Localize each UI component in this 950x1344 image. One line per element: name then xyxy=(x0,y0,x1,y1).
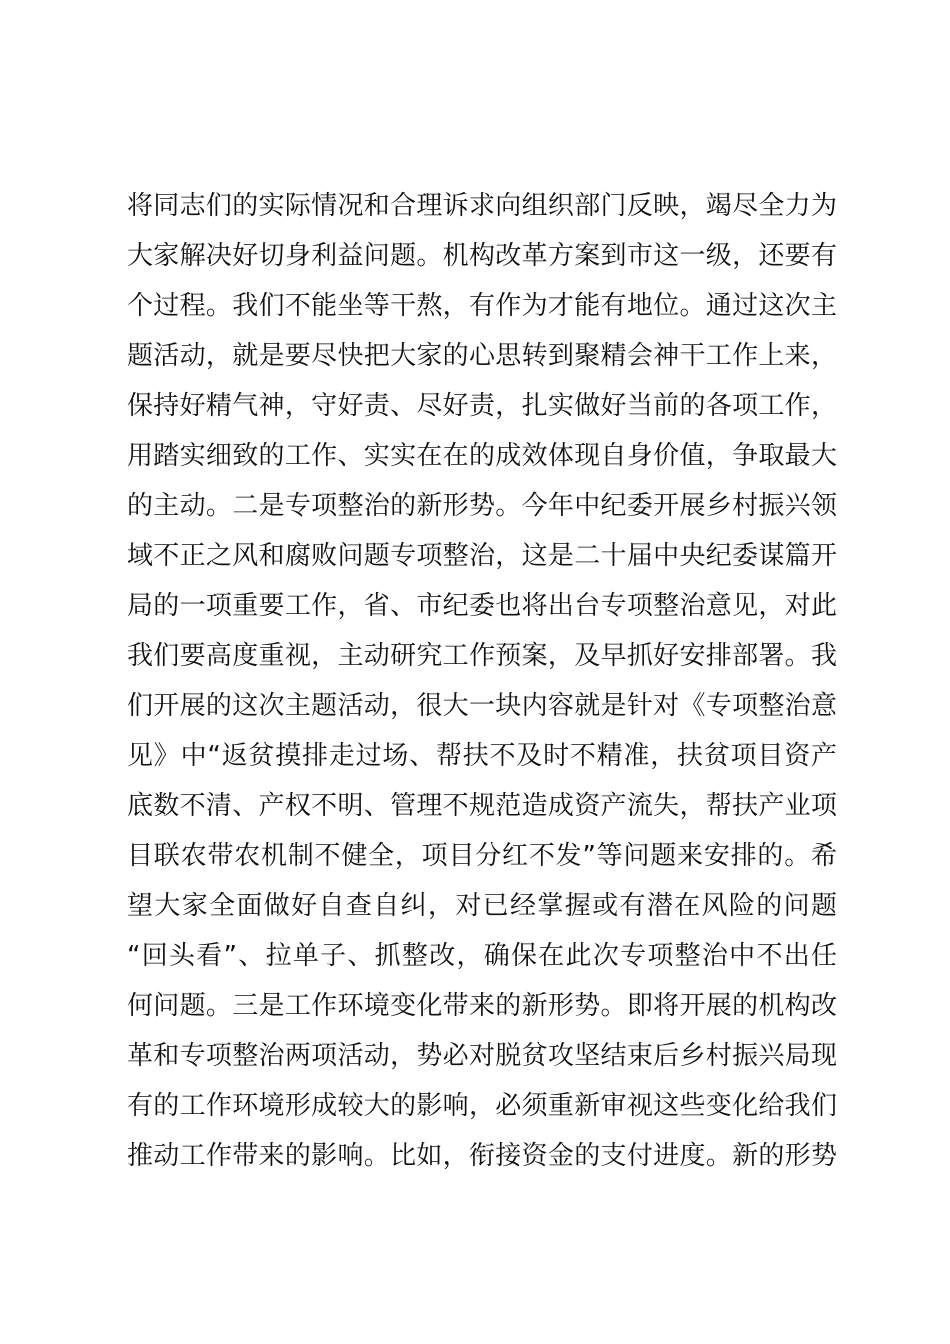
text-line: 有的工作环境形成较大的影响，必须重新审视这些变化给我们 xyxy=(127,1091,837,1121)
text-line: 用踏实细致的工作、实实在在的成效体现自身价值，争取最大 xyxy=(127,441,837,471)
text-line: 目联农带农机制不健全，项目分红不发”等问题来安排的。希 xyxy=(127,841,837,871)
text-line: 大家解决好切身利益问题。机构改革方案到市这一级，还要有 xyxy=(127,241,837,271)
text-line: 题活动，就是要尽快把大家的心思转到聚精会神干工作上来， xyxy=(127,341,837,371)
text-line: 革和专项整治两项活动，势必对脱贫攻坚结束后乡村振兴局现 xyxy=(127,1041,837,1071)
text-line: “回头看”、拉单子、抓整改，确保在此次专项整治中不出任 xyxy=(127,941,837,971)
text-line: 底数不清、产权不明、管理不规范造成资产流失，帮扶产业项 xyxy=(127,791,837,821)
text-line: 的主动。二是专项整治的新形势。今年中纪委开展乡村振兴领 xyxy=(127,491,837,521)
text-line: 望大家全面做好自查自纠，对已经掌握或有潜在风险的问题 xyxy=(127,891,837,921)
text-line: 局的一项重要工作，省、市纪委也将出台专项整治意见，对此 xyxy=(127,591,837,621)
text-line: 见》中“返贫摸排走过场、帮扶不及时不精准，扶贫项目资产 xyxy=(127,741,837,771)
text-line: 我们要高度重视，主动研究工作预案，及早抓好安排部署。我 xyxy=(127,641,837,671)
text-line: 个过程。我们不能坐等干熬，有作为才能有地位。通过这次主 xyxy=(127,291,837,321)
text-line: 域不正之风和腐败问题专项整治，这是二十届中央纪委谋篇开 xyxy=(127,541,837,571)
body-text xyxy=(127,181,837,1181)
text-line: 将同志们的实际情况和合理诉求向组织部门反映，竭尽全力为 xyxy=(127,191,837,221)
text-line: 何问题。三是工作环境变化带来的新形势。即将开展的机构改 xyxy=(127,991,837,1021)
text-line: 保持好精气神，守好责、尽好责，扎实做好当前的各项工作， xyxy=(127,391,837,421)
text-line: 们开展的这次主题活动，很大一块内容就是针对《专项整治意 xyxy=(127,691,837,721)
text-line: 推动工作带来的影响。比如，衔接资金的支付进度。新的形势 xyxy=(127,1141,837,1171)
